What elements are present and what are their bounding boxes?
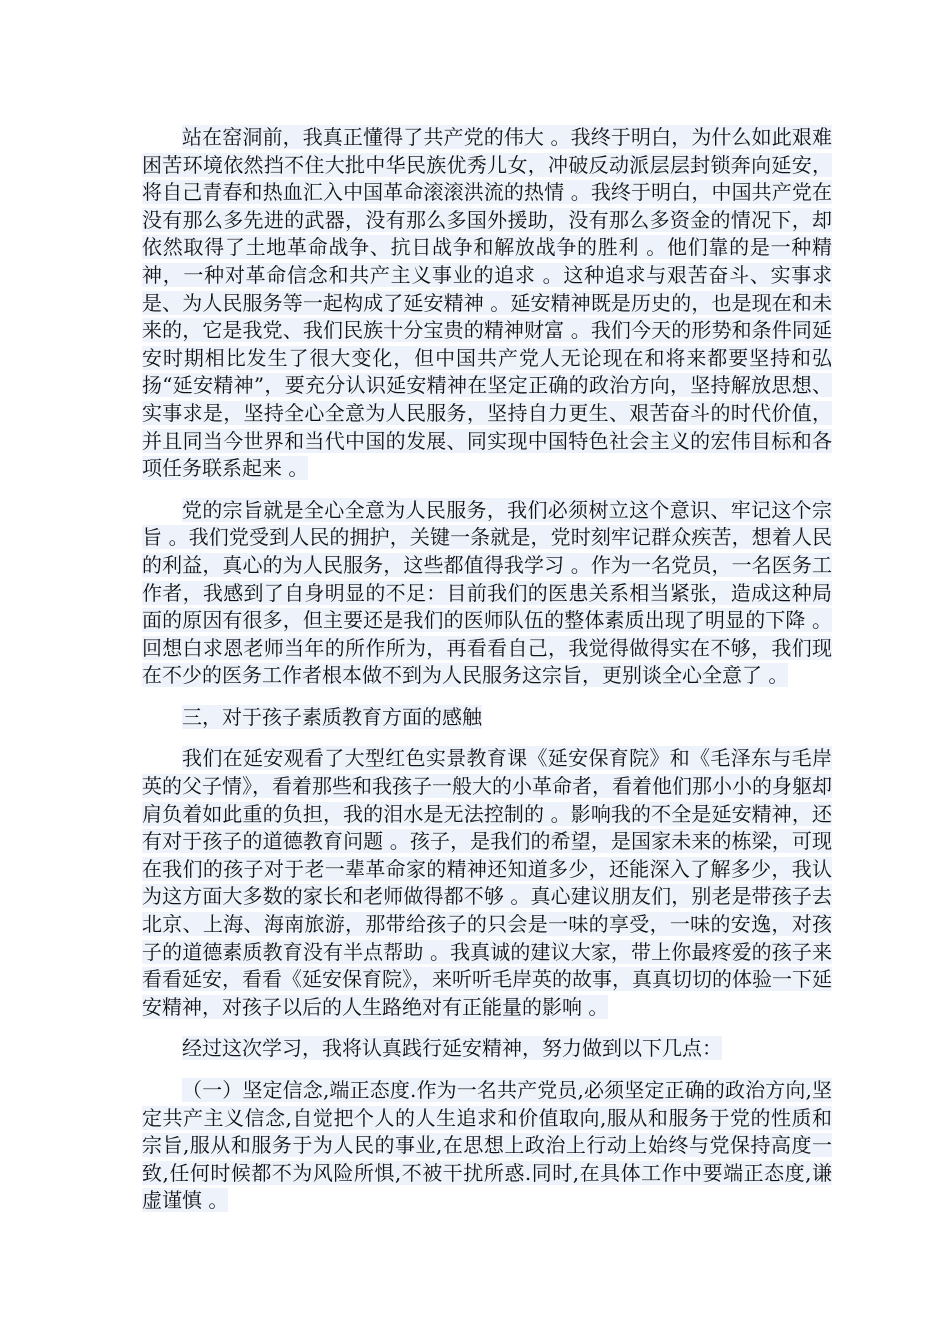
- paragraph-children-education: [142, 745, 832, 1021]
- paragraph-text: 站在窑洞前，我真正懂得了共产党的伟大 。我终于明白，为什么如此艰难困苦环境依然挡不住大批中华民族优秀儿女，冲破反动派层层封锁奔向延安，将自己青春和热血汇入中国革命滚滚洪流的热情 。我终于明白，中国共产党在没有那么多先进的武器，没有那么多国外援助，没有那么多资金的情况下，却依然取得了土地革命战争、抗日战争和解放战争的胜利 。他们靠的是一种精神，一种对革命信念和共产主义事业的追求 。这种追求与艰苦奋斗、实事求是、为人民服务等一起构成了延安精神 。延安精神既是历史的，也是现在和未来的，它是我党、我们民族十分宝贵的精神财富 。我们今天的形势和条件同延安时期相比发生了很大变化，但中国共产党人无论现在和将来都要坚持和弘扬“延安精神”，要充分认识延安精神在坚定正确的政治方向，坚持解放思想、实事求是，坚持全心全意为人民服务，坚持自力更生、艰苦奋斗的时代价值，并且同当今世界和当代中国的发展、同实现中国特色社会主义的宏伟目标和各项任务联系起来 。: [142, 125, 832, 481]
- paragraph-study-summary: [142, 1035, 832, 1063]
- section-heading-children-education: [142, 704, 832, 732]
- paragraph-text: 经过这次学习，我将认真践行延安精神，努力做到以下几点：: [182, 1036, 722, 1061]
- paragraph-yanan-cave: [142, 124, 832, 483]
- paragraph-party-purpose: [142, 497, 832, 690]
- paragraph-text: （一）坚定信念,端正态度.作为一名共产党员,必须坚定正确的政治方向,坚定共产主义信念,自觉把个人的人生追求和价值取向,服从和服务于党的性质和宗旨,服从和服务于为人民的事业,在思想上政治上行动上始终与党保持高度一致,任何时候都不为风险所惧,不被干扰所惑.同时,在具体工作中要端正态度,谦虚谨慎 。: [142, 1078, 832, 1213]
- paragraph-text: 我们在延安观看了大型红色实景教育课《延安保育院》和《毛泽东与毛岸英的父子情》，看着那些和我孩子一般大的小革命者，看着他们那小小的身躯却肩负着如此重的负担，我的泪水是无法控制的 。影响我的不全是延安精神，还有对于孩子的道德教育问题 。孩子，是我们的希望，是国家未来的栋梁，可现在我们的孩子对于老一辈革命家的精神还知道多少，还能深入了解多少，我认为这方面大多数的家长和老师做得都不够 。真心建议朋友们，别老是带孩子去北京、上海、海南旅游，那带给孩子的只会是一味的享受，一味的安逸，对孩子的道德素质教育没有半点帮助 。我真诚的建议大家，带上你最疼爱的孩子来看看延安，看看《延安保育院》，来听听毛岸英的故事，真真切切的体验一下延安精神，对孩子以后的人生路绝对有正能量的影响 。: [142, 746, 832, 1019]
- document-body: [142, 124, 832, 1229]
- heading-text: 三，对于孩子素质教育方面的感触: [182, 704, 482, 729]
- paragraph-firm-belief: [142, 1077, 832, 1215]
- paragraph-text: 党的宗旨就是全心全意为人民服务，我们必须树立这个意识、牢记这个宗旨 。我们党受到人民的拥护，关键一条就是，党时刻牢记群众疾苦，想着人民的利益，真心的为人民服务，这些都值得我学习 。作为一名党员，一名医务工作者，我感到了自身明显的不足：目前我们的医患关系相当紧张，造成这种局面的原因有很多，但主要还是我们的医师队伍的整体素质出现了明显的下降 。回想白求恩老师当年的所作所为，再看看自己，我觉得做得实在不够，我们现在不少的医务工作者根本做不到为人民服务这宗旨，更别谈全心全意了 。: [142, 497, 832, 688]
